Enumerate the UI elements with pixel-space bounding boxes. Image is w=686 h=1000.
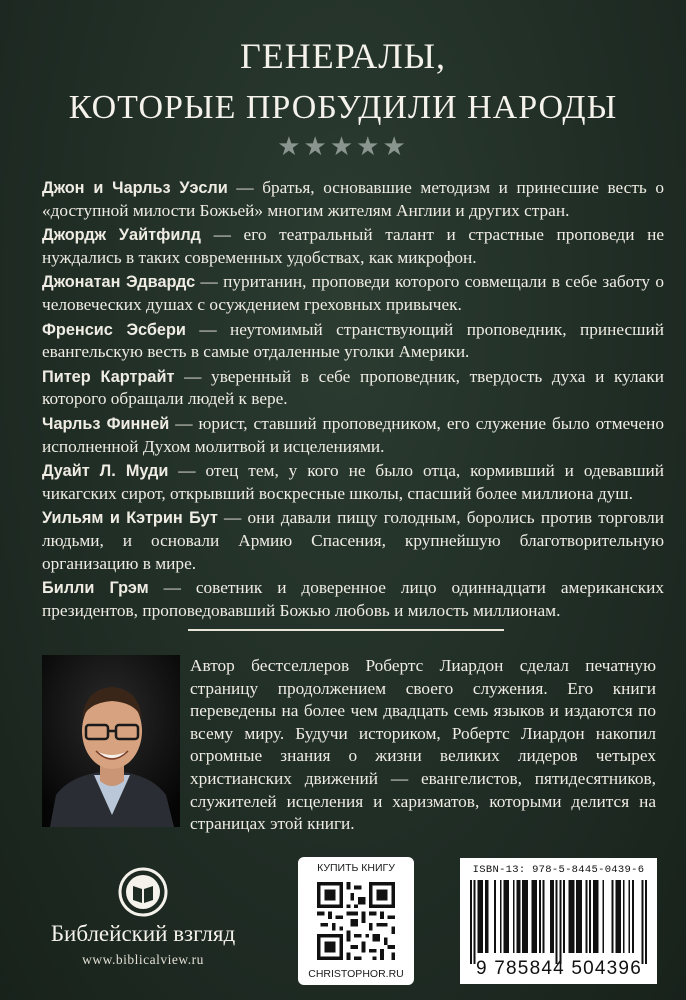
barcode-bar (479, 880, 481, 953)
barcode-bar (586, 880, 588, 953)
list-item (42, 224, 664, 269)
general-name: Джон и Чарльз Уэсли (42, 179, 228, 197)
barcode-bar (589, 880, 591, 953)
book-title (0, 30, 686, 134)
general-description: — они давали пищу голодным, боролись против торговли людьми, и основали Армию Спасения, крупнейшую благотворительную организацию в мире. (42, 508, 664, 573)
general-description: — юрист, ставший проповедником, его служение было отмечено исполненной Духом молитвой и исцелениями. (42, 413, 665, 456)
publisher-logo-icon (118, 867, 168, 917)
barcode-bar (500, 880, 502, 953)
barcode-bar (539, 880, 541, 953)
general-description: — неутомимый странствующий проповедник, принесший евангельскую весть в самые отдаленные уголки Америки. (42, 319, 664, 362)
barcode-bar (477, 880, 479, 953)
barcode-bar (556, 880, 558, 964)
barcode-bar (563, 880, 565, 953)
list-item (42, 577, 664, 622)
barcode-bar (522, 880, 524, 953)
barcode-bar (612, 880, 614, 953)
barcode-bar (645, 880, 647, 964)
star-ornament: ★★★★★ (277, 132, 409, 161)
author-portrait-icon (42, 655, 180, 827)
general-name: Дуайт Л. Муди (42, 462, 169, 481)
barcode-bar (550, 880, 552, 953)
author-photo (42, 655, 180, 827)
barcode-bar (632, 880, 634, 953)
list-item (42, 507, 664, 575)
barcode-bar (507, 880, 509, 953)
general-name: Френсис Эсбери (42, 320, 186, 339)
barcode-bar (552, 880, 554, 953)
barcode-bar (580, 880, 582, 953)
general-name: Питер Картрайт (42, 367, 175, 386)
barcode-bar (623, 880, 625, 953)
general-description: — советник и доверенное лицо одиннадцати американских президентов, проповедовавший Божью любовь и милость миллионам. (42, 578, 665, 620)
barcode-bar (470, 880, 472, 964)
general-name: Уильям и Кэтрин Бут (42, 509, 218, 528)
barcode-bar (505, 880, 507, 953)
barcode-bar (474, 880, 476, 964)
barcode-bar (595, 880, 597, 953)
barcode-bar (543, 880, 545, 953)
list-item (42, 319, 664, 364)
barcode-bar (597, 880, 599, 953)
barcode-bar (569, 880, 571, 953)
barcode-bar (494, 880, 496, 953)
general-name: Джонатан Эдвардс (42, 273, 196, 292)
general-description: — отец тем, у кого не было отца, кормивший и одевавший чикагских сирот, открывший воскресные школы, спасший более миллиона душ. (42, 461, 665, 503)
general-name: Джордж Уайтфилд (42, 226, 202, 245)
general-description: — уверенный в себе проповедник, твердость духа и кулаки которого обращали людей к вере. (42, 366, 664, 409)
barcode-bar (518, 880, 520, 953)
publisher-name: Библейский взгляд (50, 921, 236, 946)
barcode-bar (578, 880, 580, 953)
barcode-bar (576, 880, 578, 953)
barcode-bar (531, 880, 533, 953)
barcode-bar (504, 880, 506, 953)
isbn-barcode-panel (460, 858, 657, 984)
barcode-digits: 9 785844 504396 (476, 958, 642, 979)
publisher-website[interactable]: www.biblicalview.ru (82, 952, 204, 967)
list-item (42, 366, 664, 411)
barcode-bar (533, 880, 535, 953)
qr-code-panel[interactable] (298, 857, 414, 985)
list-item (42, 271, 664, 316)
barcode-bar (487, 880, 489, 953)
general-description: — пуританин, проповеди которого совмещали в себе заботу о человеческих душах с осуждением греховных привычек. (42, 272, 664, 314)
barcode-bar (641, 880, 643, 964)
barcode-bar (481, 880, 483, 953)
barcode-bar (619, 880, 621, 953)
qr-top-label: КУПИТЬ КНИГУ (317, 862, 395, 874)
barcode-bar (571, 880, 573, 953)
barcode-icon (470, 880, 647, 964)
generals-list (42, 177, 664, 624)
barcode-bar (559, 880, 561, 964)
barcode-bar (524, 880, 526, 953)
barcode-bar (572, 880, 574, 953)
barcode-bar (535, 880, 537, 953)
list-item (42, 460, 664, 505)
barcode-bar (628, 880, 630, 953)
general-description: — братья, основавшие методизм и принесшие весть о «доступной милости Божьей» многим жителям Англии и других стран. (42, 178, 665, 220)
barcode-bar (485, 880, 487, 953)
general-name: Билли Грэм (42, 579, 149, 598)
general-description: — его театральный талант и страстные проповеди не нуждались в таких современных удобствах, как микрофон. (42, 225, 664, 267)
isbn-label: ISBN-13: 978-5-8445-0439-6 (472, 864, 645, 876)
barcode-bar (513, 880, 515, 953)
qr-bottom-label: CHRISTOPHOR.RU (308, 968, 404, 980)
barcode-bar (517, 880, 519, 953)
barcode-bar (526, 880, 528, 953)
barcode-bar (615, 880, 617, 953)
general-name: Чарльз Финней (42, 414, 170, 433)
barcode-bar (617, 880, 619, 953)
list-item (42, 413, 664, 458)
section-divider (188, 629, 504, 631)
title-line-1: ГЕНЕРАЛЫ, (239, 36, 446, 76)
barcode-bar (602, 880, 604, 953)
list-item (42, 177, 664, 222)
author-bio: Автор бестселлеров Робертс Лиардон сделал печатную страницу продолжением своего служения. Его книги переведены на более чем двадцать семь языков и издаются по всему миру. Будучи историком, Робертс Лиардон накопил огромные знания о жизни великих лидеров четырех христианских движений — евангелистов, пятидесятников, служителей исцеления и харизматов, которыми делится на страницах этой книги. (190, 656, 656, 834)
barcode-bar (593, 880, 595, 953)
title-line-2: КОТОРЫЕ ПРОБУДИЛИ НАРОДЫ (68, 89, 618, 126)
qr-code-icon[interactable] (317, 879, 395, 963)
